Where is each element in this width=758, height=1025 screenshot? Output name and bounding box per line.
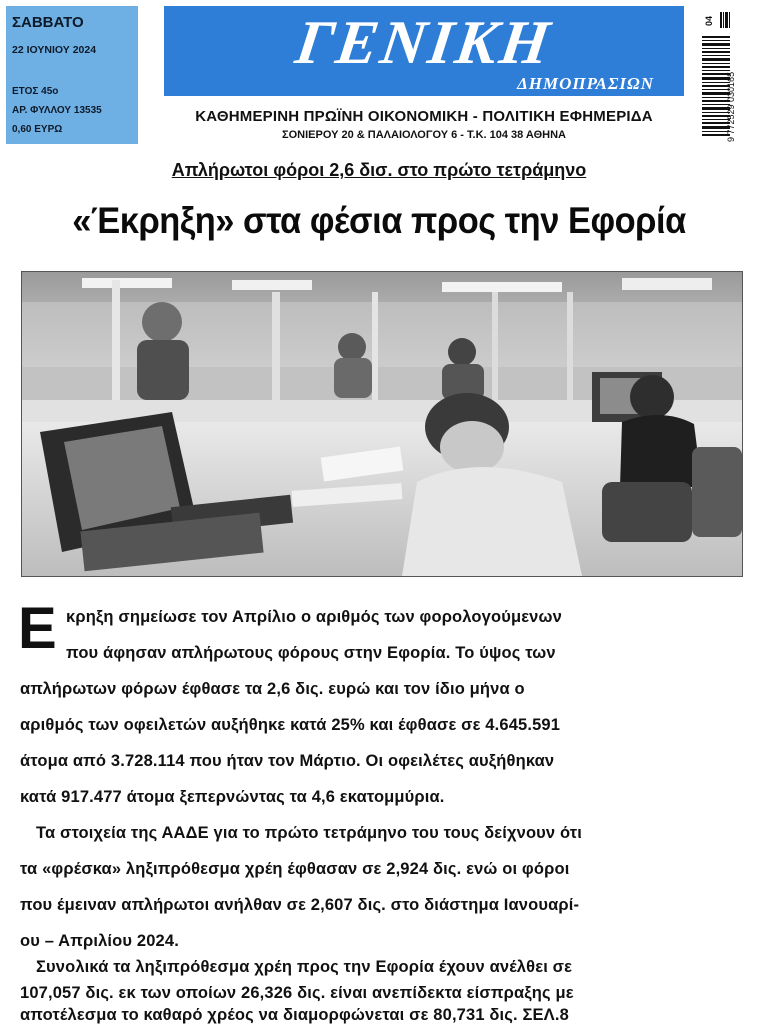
tax-office-photo-icon — [22, 272, 742, 576]
article-photo — [21, 271, 743, 577]
issue-sheet-number: ΑΡ. ΦΥΛΛΟΥ 13535 — [12, 105, 102, 116]
newspaper-title: ΓΕΝΙΚΗ — [291, 9, 557, 77]
article-kicker: Απλήρωτοι φόροι 2,6 δισ. στο πρώτο τετράμηνο — [171, 160, 587, 180]
article-line: κρηξη σημείωσε τον Απρίλιο ο αριθμός των φορολογούμενων — [66, 608, 562, 626]
article-line: που έμειναν απλήρωτοι ανήλθαν σε 2,607 δις. στο διάστημα Ιανουαρί- — [20, 896, 580, 914]
article-line: που άφησαν απλήρωτους φόρους στην Εφορία. Το ύψος των — [66, 644, 556, 662]
issue-price: 0,60 ΕΥΡΩ — [12, 124, 63, 135]
article-line: τα «φρέσκα» ληξιπρόθεσμα χρέη έφθασαν σε 2,924 δις. ενώ οι φόροι — [20, 860, 570, 878]
barcode-issue-code: 04 — [704, 15, 714, 26]
article-line: ου – Απριλίου 2024. — [20, 932, 179, 950]
newspaper-address: ΣΟΝΙΕΡΟΥ 20 & ΠΑΛΑΙΟΛΟΓΟΥ 6 - Τ.Κ. 104 38 ΑΘΗΝΑ — [282, 129, 566, 141]
article-headline: «Έκρηξη» στα φέσια προς την Εφορία — [72, 200, 686, 241]
barcode-number: 9 772529 030165 — [726, 71, 736, 142]
article-line: Τα στοιχεία της ΑΑΔΕ για το πρώτο τετράμηνο του τους δείχνουν ότι — [36, 824, 582, 842]
article-line: αριθμός των οφειλετών αυξήθηκε κατά 25% και έφθασε σε 4.645.591 — [20, 716, 561, 734]
issue-year: ΕΤΟΣ 45ο — [12, 86, 59, 97]
issue-date: 22 ΙΟΥΝΙΟΥ 2024 — [12, 44, 97, 56]
barcode-icon — [698, 6, 738, 144]
article-dropcap: Ε — [18, 596, 57, 661]
issue-day: ΣΑΒΒΑΤΟ — [12, 14, 84, 31]
article-line: άτομα από 3.728.114 που ήταν τον Μάρτιο. Οι οφειλέτες αυξήθηκαν — [20, 752, 555, 770]
masthead-logo — [164, 6, 684, 96]
issue-info-box — [6, 6, 138, 144]
newspaper-subtitle: ΔΗΜΟΠΡΑΣΙΩΝ — [517, 74, 654, 93]
article-line: Συνολικά τα ληξιπρόθεσμα χρέη προς την Εφορία έχουν ανέλθει σε — [36, 958, 573, 976]
barcode — [698, 6, 738, 144]
newspaper-tagline: ΚΑΘΗΜΕΡΙΝΗ ΠΡΩΪΝΗ ΟΙΚΟΝΟΜΙΚΗ - ΠΟΛΙΤΙΚΗ ΕΦΗΜΕΡΙΔΑ — [195, 108, 653, 125]
article-line: αποτέλεσμα το καθαρό χρέος να διαμορφώνεται σε 80,731 δις. ΣΕΛ.8 — [20, 1006, 569, 1024]
article-line: απλήρωτων φόρων έφθασε τα 2,6 δις. ευρώ και τον ίδιο μήνα ο — [20, 680, 525, 698]
article-line: 107,057 δις. εκ των οποίων 26,326 δις. είναι ανεπίδεκτα είσπραξης με — [20, 984, 574, 1002]
article-line: κατά 917.477 άτομα ξεπερνώντας τα 4,6 εκατομμύρια. — [20, 788, 445, 806]
